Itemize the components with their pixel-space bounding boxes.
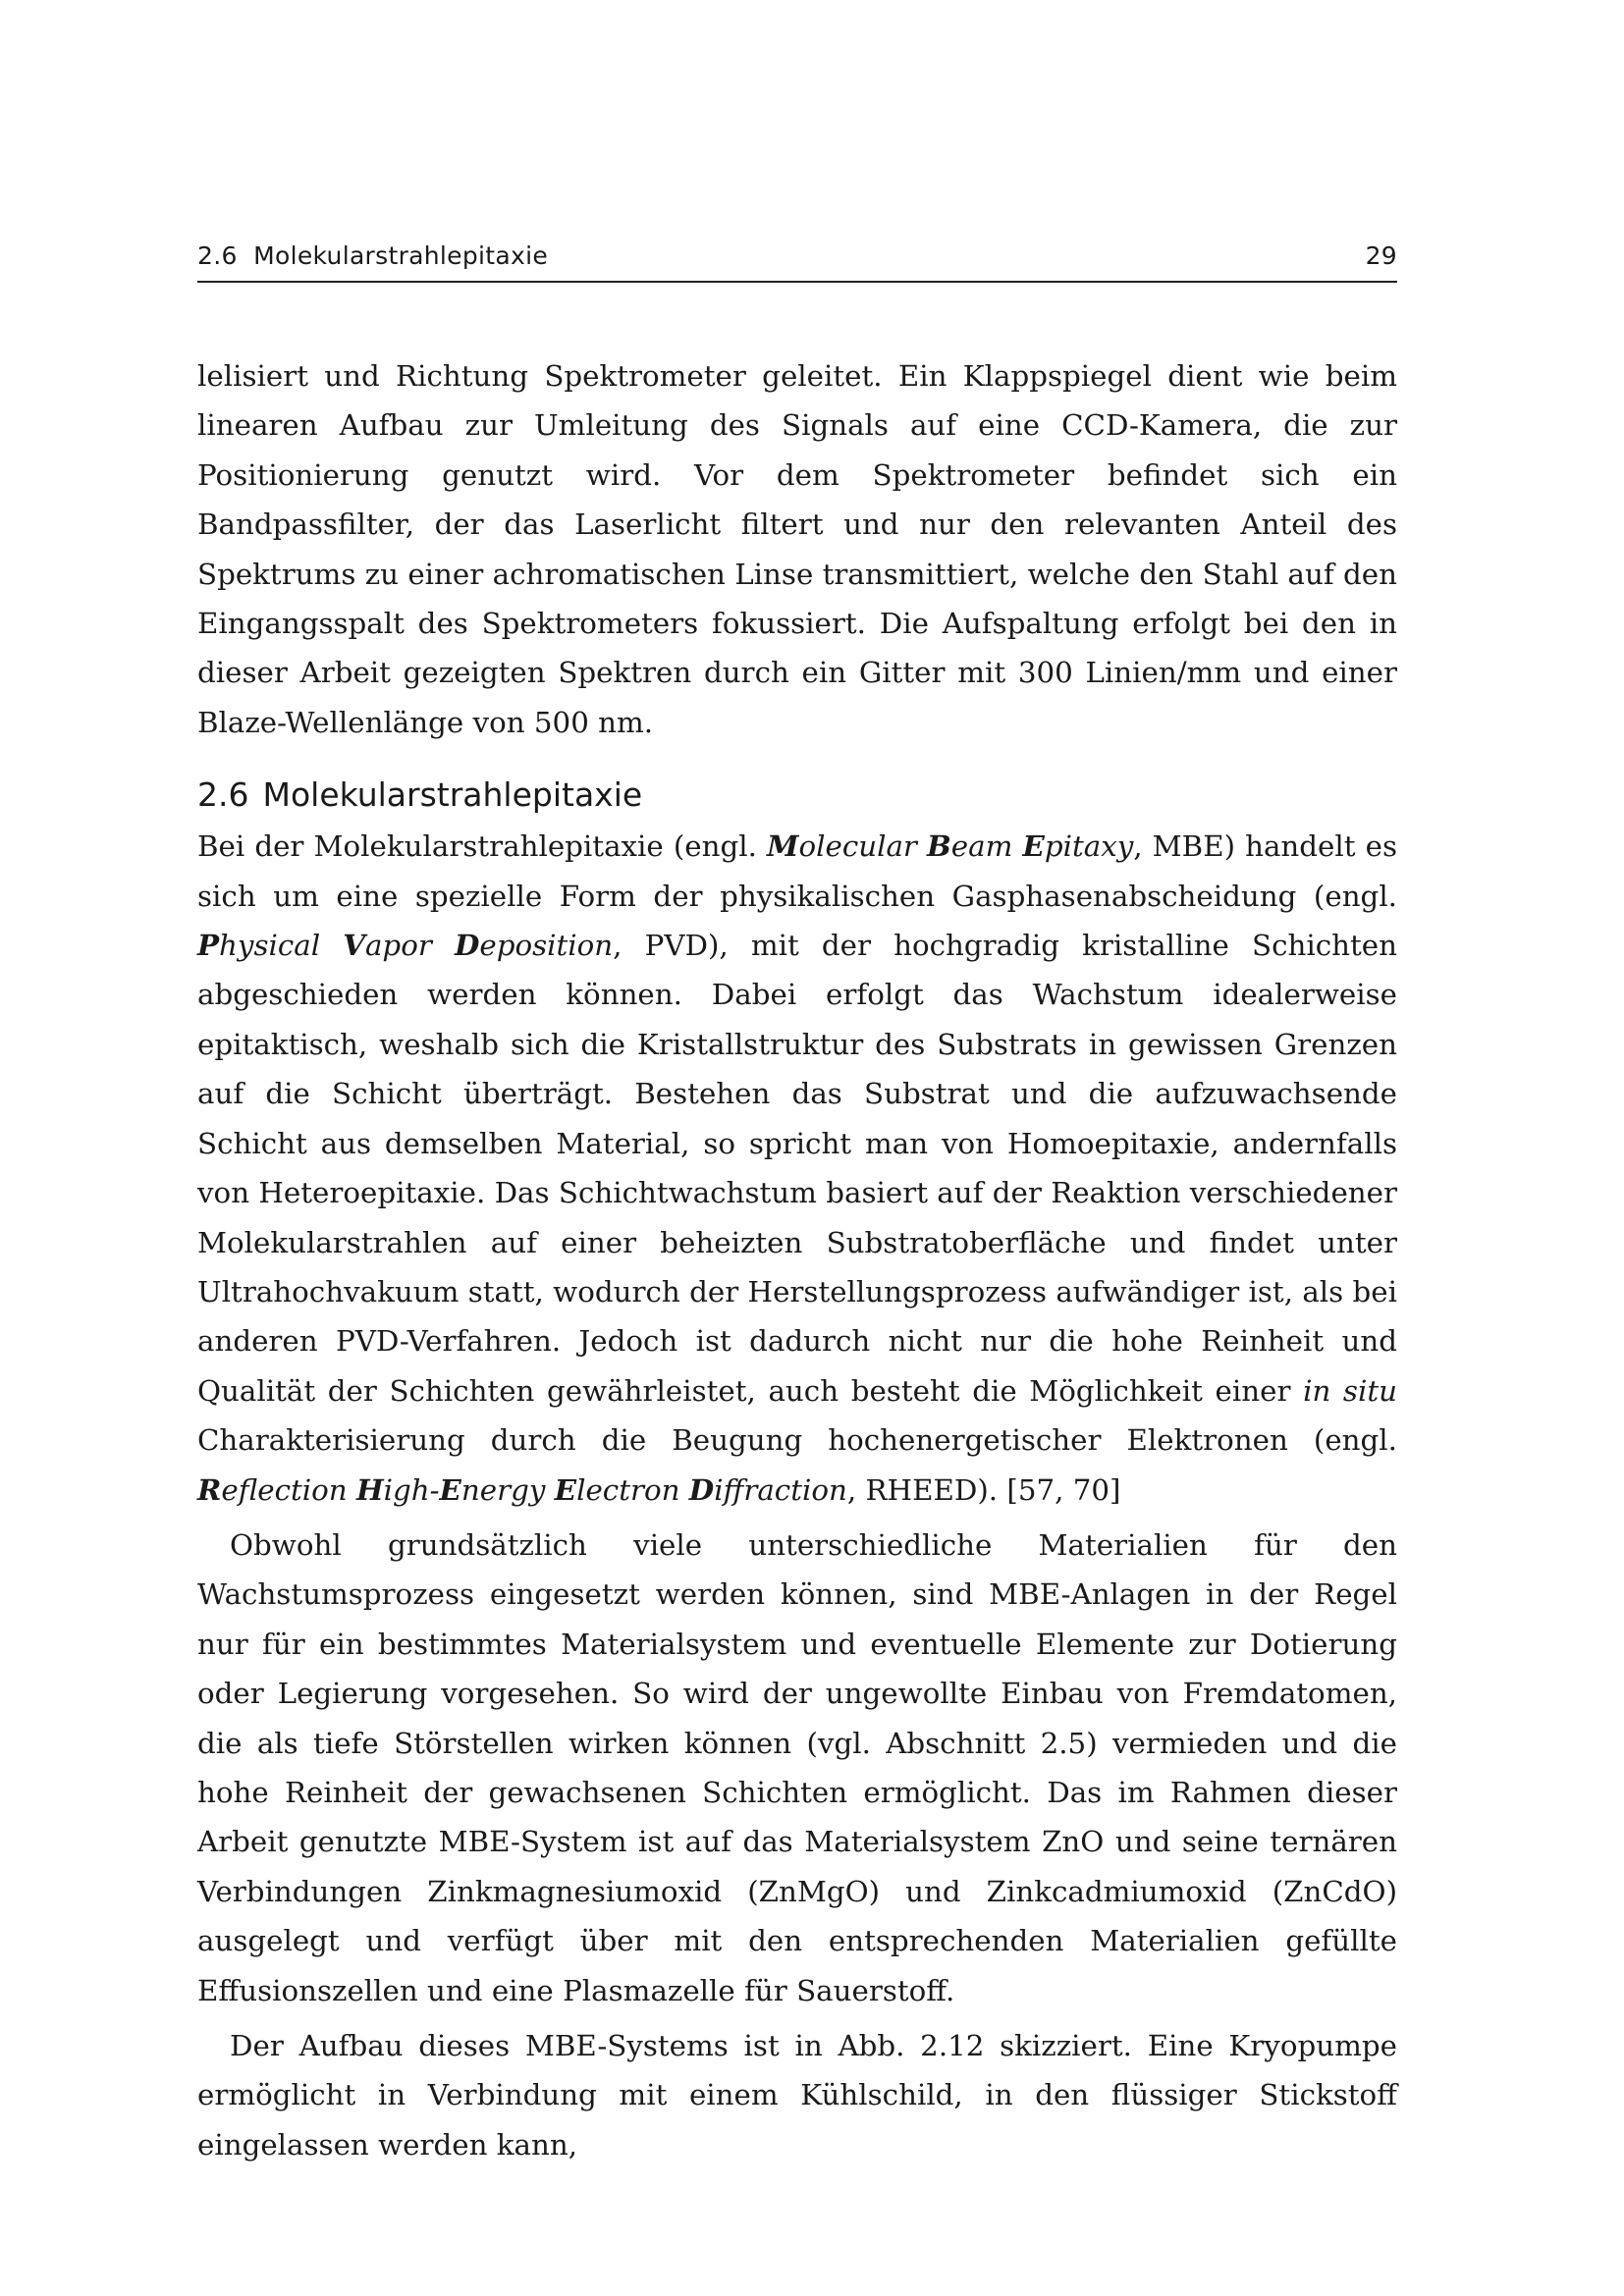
acronym-letter: E [554, 1471, 577, 1507]
acronym-rest: igh- [383, 1472, 440, 1507]
paragraph-mbe-intro [197, 822, 1397, 1515]
acronym-letter: E [439, 1471, 461, 1507]
acronym-rest: olecular [798, 829, 928, 864]
acronym-rest: lectron [576, 1472, 689, 1507]
acronym-rest: eflection [221, 1472, 356, 1507]
acronym-rest: eam [950, 829, 1023, 864]
paragraph-continued: lelisiert und Richtung Spektrometer geleitet. Ein Klappspiegel dient wie beim linearen Aufbau zur Umleitung des Signals auf eine CCD-Kamera, die zur Positionierung genutzt wird. Vor dem Spektrometer befindet sich ein Bandpassfilter, der das Laserlicht filtert und nur den relevanten Anteil des Spektrums zu einer achromatischen Linse transmittiert, welche den Stahl auf den Eingangsspalt des Spektrometers fokussiert. Die Aufspaltung erfolgt bei den in dieser Arbeit gezeigten Spektren durch ein Gitter mit 300 Linien/mm und einer Blaze-Wellenlänge von 500 nm. [197, 359, 1397, 739]
acronym-letter: M [767, 828, 799, 864]
paragraph-materials: Obwohl grundsätzlich viele unterschiedliche Materialien für den Wachstumsprozess eingesetzt werden können, sind MBE-Anlagen in der Regel nur für ein bestimmtes Materialsystem und eventuelle Elemente zur Dotierung oder Legierung vorgesehen. So wird der ungewollte Einbau von Fremdatomen, die als tiefe Störstellen wirken können (vgl. Abschnitt 2.5) vermieden und die hohe Reinheit der gewachsenen Schichten ermöglicht. Das im Rahmen dieser Arbeit genutzte MBE-System ist auf das Materialsystem ZnO und seine ternären Verbindungen Zinkmagnesiumoxid (ZnMgO) und Zinkcadmiumoxid (ZnCdO) ausgelegt und verfügt über mit den entsprechenden Materialien gefüllte Effusionszellen und eine Plasmazelle für Sauerstoff. [197, 1527, 1397, 2007]
italic-term: in situ [1303, 1373, 1397, 1408]
text-run: , MBE) handelt es sich um eine spezielle Form der physikalischen Gasphasenabscheidung (engl. [197, 829, 1398, 913]
acronym-letter: E [1022, 828, 1045, 864]
body-text [197, 351, 1397, 2169]
acronym-letter: D [454, 928, 480, 963]
acronym-rest: hysical [219, 929, 344, 963]
acronym-letter: B [927, 828, 951, 864]
acronym-pvd [197, 929, 613, 962]
acronym-rest: apor [364, 929, 455, 963]
section-heading [197, 771, 1397, 820]
acronym-rest: eposition [479, 929, 614, 963]
acronym-letter: P [197, 928, 220, 963]
running-head [197, 241, 1397, 283]
document-page [197, 0, 1397, 2296]
text-run: , PVD), mit der hochgradig kristalline Schichten abgeschieden werden können. Dabei erfolgt das Wachstum idealerweise epitaktisch, weshalb sich die Kristallstruktur des Substrats in gewissen Grenzen auf die Schicht überträgt. Bestehen das Substrat und die aufzuwachsende Schicht aus demselben Material, so spricht man von Homoepitaxie, andernfalls von Heteroepitaxie. Das Schichtwachstum basiert auf der Reaktion verschiedener Molekularstrahlen auf einer beheizten Substratoberfläche und findet unter Ultrahochvakuum statt, wodurch der Herstellungsprozess aufwändiger ist, als bei anderen PVD-Verfahren. Jedoch ist dadurch nicht nur die hohe Reinheit und Qualität der Schichten gewährleistet, auch besteht die Möglichkeit einer [197, 929, 1397, 1408]
acronym-rest: pitaxy [1044, 829, 1134, 864]
paragraph-setup: Der Aufbau dieses MBE-Systems ist in Abb. 2.12 skizziert. Eine Kryopumpe ermöglicht in Verbindung mit einem Kühlschild, in den flüssiger Stickstoff eingelassen werden kann, [197, 2029, 1397, 2162]
acronym-rheed [197, 1473, 847, 1507]
acronym-rest: iffraction [714, 1472, 847, 1507]
running-head-title: 2.6 Molekularstrahlepitaxie [197, 241, 548, 270]
acronym-letter: V [343, 928, 365, 963]
acronym-rest: nergy [460, 1472, 555, 1507]
acronym-letter: R [197, 1471, 222, 1507]
section-title: Molekularstrahlepitaxie [262, 775, 643, 815]
acronym-letter: D [688, 1471, 715, 1507]
citation-run: , RHEED). [57, 70] [846, 1472, 1121, 1507]
text-run: Bei der Molekularstrahlepitaxie (engl. [197, 829, 768, 864]
text-run: Charakterisierung durch die Beugung hochenergetischer Elektronen (engl. [197, 1423, 1397, 1458]
acronym-letter: H [355, 1471, 384, 1507]
section-number: 2.6 [197, 775, 249, 815]
page-number: 29 [1365, 241, 1397, 270]
acronym-mbe [767, 829, 1133, 863]
